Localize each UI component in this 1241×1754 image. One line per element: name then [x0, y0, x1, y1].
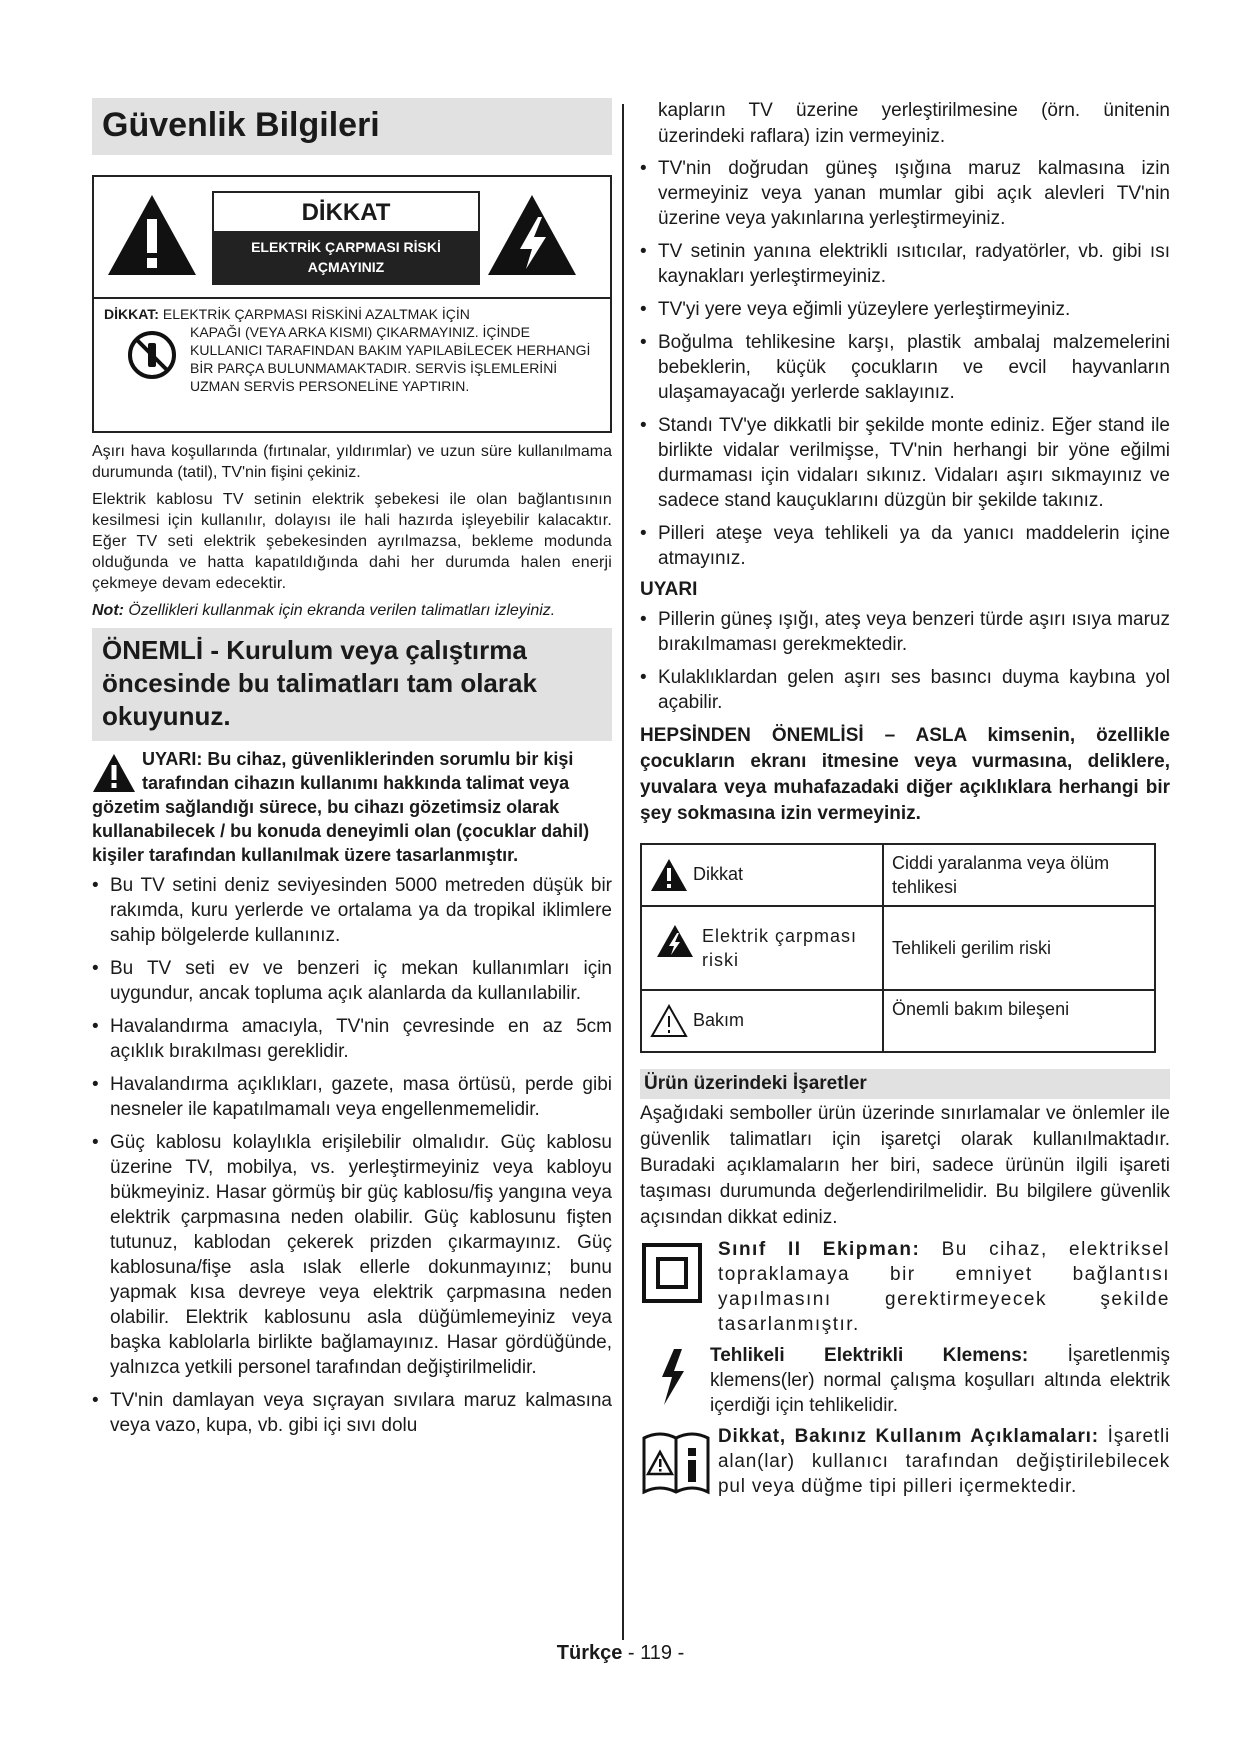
caution-box-top: [94, 177, 610, 295]
caution-lead-text: ELEKTRİK ÇARPMASI RİSKİNİ AZALTMAK İÇİN: [158, 306, 470, 322]
symbol-description: Ciddi yaralanma veya ölüm tehlikesi: [883, 844, 1155, 906]
mark-title: Dikkat, Bakınız Kullanım Açıklamaları:: [718, 1426, 1099, 1447]
page-title: Güvenlik Bilgileri: [92, 98, 612, 155]
right-column: [640, 98, 1170, 1505]
caution-label: [212, 191, 480, 285]
column-divider: [622, 104, 624, 1640]
caution-outline-icon: [650, 1004, 688, 1038]
safety-bullet-list-right: [640, 156, 1170, 571]
list-item: • Kulaklıklardan gelen aşırı ses basıncı duyma kaybına yol açabilir.: [640, 665, 1170, 715]
page-number: - 119 -: [622, 1642, 685, 1664]
caution-lead-label: DİKKAT:: [104, 306, 159, 322]
caution-separator: [94, 297, 610, 299]
list-item: • TV'yi yere veya eğimli yüzeylere yerleştirmeyiniz.: [640, 297, 1170, 322]
power-cord-paragraph: Elektrik kablosu TV setinin elektrik şebekesi ile olan bağlantısının kesilmesi için kullanılır, dolayısı ile hali hazırda işleyebilir kalacaktır. Eğer TV seti elektrik şebekesinden ayrılmazsa, bekleme modunda olduğunda ve hatta kapatıldığında dahi her durumda halen enerji çekmeye devam edecektir.: [92, 491, 612, 592]
list-item: • TV'nin doğrudan güneş ışığına maruz kalmasına izin vermeyiniz veya yanan mumlar gibi açık alevleri TV'nin üzerine veya yakınlarına yerleştirmeyiniz.: [640, 156, 1170, 231]
marks-intro: Aşağıdaki semboller ürün üzerinde sınırlamalar ve önlemler ile güvenlik talimatları için işaretçi olarak kullanılmaktadır. Buradaki açıklamaların her biri, sadece ürünün ilgili işareti taşıması durumunda değerlendirilmelidir. Bu bilgilere güvenlik açısından dikkat ediniz.: [640, 1103, 1170, 1228]
mark-title: Sınıf II Ekipman:: [718, 1239, 921, 1260]
high-voltage-icon: [656, 924, 694, 958]
mark-text: [710, 1343, 1170, 1418]
caution-box: [92, 175, 612, 433]
caution-rest: KAPAĞI (VEYA ARKA KISMI) ÇIKARMAYINIZ. İÇİNDE KULLANICI TARAFINDAN BAKIM YAPILABİLECEK HERHANGİ BİR PARÇA BULUNMAMAKTADIR. SERVİS İŞLEMLERİNİ UZMAN SERVİS PERSONELİNE YAPTIRIN.: [190, 324, 591, 394]
list-item: • Havalandırma amacıyla, TV'nin çevresinde en az 5cm açıklık bırakılması gereklidir.: [92, 1014, 612, 1064]
left-column: [92, 98, 612, 1446]
warning-icon: [92, 753, 136, 793]
high-voltage-icon: [486, 193, 578, 277]
caution-body: [104, 305, 602, 395]
unplug-paragraph: Aşırı hava koşullarında (fırtınalar, yıldırımlar) ve uzun süre kullanılmama durumunda (tatil), TV'nin fişini çekiniz.: [92, 443, 612, 481]
page-footer: [0, 1642, 1241, 1665]
note-text: Özellikleri kullanmak için ekranda verilen talimatları izleyiniz.: [123, 602, 556, 619]
symbol-label: Dikkat: [693, 863, 744, 884]
continued-text: kapların TV üzerine yerleştirilmesine (örn. ünitenin üzerindeki raflara) izin vermeyiniz.: [658, 100, 1170, 147]
manual-info-icon: [640, 1428, 712, 1498]
list-item: • Bu TV setini deniz seviyesinden 5000 metreden düşük bir rakımda, kuru yerlerde ve ortalama ya da tropikal iklimlere sahip bölgelerde kullanınız.: [92, 873, 612, 948]
marks-heading: Ürün üzerindeki İşaretler: [640, 1069, 1170, 1099]
mark-text: [718, 1237, 1170, 1337]
list-item: • Standı TV'ye dikkatli bir şekilde monte ediniz. Eğer stand ile birlikte vidalar verilmişse, TV'nin herhangi bir yöne eğilmi durmaması için vidaları sıkınız. Vidaları aşırı sıkmayınız ve sadece stand kauçuklarını düzgün bir şekilde takınız.: [640, 413, 1170, 513]
class2-equipment-icon: [640, 1241, 704, 1305]
caution-lead: [104, 305, 602, 323]
safety-bullet-list: [92, 873, 612, 1438]
shock-risk-text: ELEKTRİK ÇARPMASI RİSKİ AÇMAYINIZ: [214, 231, 478, 283]
mark-description: Bu cihaz, elektriksel topraklamaya bir emniyet bağlantısı yapılmasını gerektirmeyecek şekilde tasarlanmıştır.: [718, 1239, 1170, 1335]
no-tool-icon: [126, 329, 178, 381]
symbol-table: [640, 843, 1156, 1053]
symbol-label: Bakım: [693, 1009, 745, 1030]
list-item: • TV setinin yanına elektrikli ısıtıcılar, radyatörler, vb. gibi ısı kaynakları yerleştirmeyiniz.: [640, 239, 1170, 289]
warning-subheading: UYARI: [640, 579, 698, 600]
note-label: Not:: [92, 602, 124, 619]
caution-title: DİKKAT: [301, 199, 391, 226]
most-important-paragraph: HEPSİNDEN ÖNEMLİSİ – ASLA kimsenin, özellikle çocukların ekranı itmesine veya vurmasına, deliklere, yuvalara veya muhafazadaki diğer açıklıklara herhangi bir şey sokmasına izin vermeyiniz.: [640, 725, 1170, 824]
table-row: [641, 990, 1155, 1052]
list-item: • Bu TV seti ev ve benzeri iç mekan kullanımları için uygundur, ancak topluma açık alanlarda da kullanılabilir.: [92, 956, 612, 1006]
symbol-label: Elektrik çarpması riski: [702, 926, 858, 970]
list-item: • TV'nin damlayan veya sıçrayan sıvılara maruz kalmasına veya vazo, kupa, vb. gibi içi sıvı dolu: [92, 1388, 612, 1438]
warning-bullet-list: [640, 607, 1170, 715]
important-heading: ÖNEMLİ - Kurulum veya çalıştırma öncesinde bu talimatları tam olarak okuyunuz.: [92, 628, 612, 741]
symbol-cell: [641, 990, 883, 1052]
lightning-icon: [654, 1347, 690, 1407]
warning-paragraph: [92, 747, 612, 867]
footer-language: Türkçe: [556, 1642, 623, 1664]
warning-text: UYARI: Bu cihaz, güvenliklerinden sorumlu bir kişi tarafından cihazın kullanımı hakkında talimat veya gözetim sağlandığı sürece, bu cihazı gözetimsiz olarak kullanabilecek / bu konuda deneyimli olan (çocuklar dahil) kişiler tarafından kullanılmak üzere tasarlanmıştır.: [92, 749, 590, 865]
list-item: • Boğulma tehlikesine karşı, plastik ambalaj malzemelerini bebeklerin, küçük çocukların ve evcil hayvanların ulaşamayacağı yerlerde saklayınız.: [640, 330, 1170, 405]
class2-equipment-mark: [640, 1237, 1170, 1337]
list-item: • Güç kablosu kolaylıkla erişilebilir olmalıdır. Güç kablosu üzerine TV, mobilya, vs. yerleştirmeyiniz veya kabloyu bükmeyiniz. Hasar görmüş bir güç kablosu/fiş yangına veya elektrik çarpmasına neden olabilir. Güç kablosunu fişten tutunuz, kablodan çekerek prizden çıkarmayınız. Güç kablosuna/fişe asla ıslak ellerle dokunmayınız; bunu yapmak kısa devreye veya elektrik çarpmasına neden olabilir. Elektrik kablosunu asla düğümlemeyiniz veya başka kablolarla birlikte bağlamayınız. Hasar gördüğünde, yalnızca yetkili personel tarafından değiştirilmelidir.: [92, 1130, 612, 1380]
live-terminal-mark: [640, 1343, 1170, 1418]
table-row: [641, 906, 1155, 990]
list-item: • Havalandırma açıklıkları, gazete, masa örtüsü, perde gibi nesneler ile kapatılmamalı veya engellenmemelidir.: [92, 1072, 612, 1122]
warning-triangle-icon: [106, 193, 198, 277]
mark-description: İşaretlenmiş klemens(ler) normal çalışma koşulları altında elektrik içerdiği için tehlikelidir.: [710, 1345, 1170, 1416]
note: [92, 600, 612, 622]
mark-text: [718, 1424, 1170, 1499]
mark-description: İşaretli alan(lar) kullanıcı tarafından değiştirilebilecek pul veya düğme tipi pilleri içermektedir.: [718, 1426, 1170, 1497]
mark-title: Tehlikeli Elektrikli Klemens:: [710, 1345, 1029, 1366]
list-item: • Pillerin güneş ışığı, ateş veya benzeri türde aşırı ısıya maruz bırakılmaması gerekmektedir.: [640, 607, 1170, 657]
symbol-description: Tehlikeli gerilim riski: [883, 906, 1155, 990]
symbol-cell: [641, 906, 883, 990]
symbol-cell: [641, 844, 883, 906]
table-row: [641, 844, 1155, 906]
see-instructions-mark: [640, 1424, 1170, 1499]
list-item: • Pilleri ateşe veya tehlikeli ya da yanıcı maddelerin içine atmayınız.: [640, 521, 1170, 571]
symbol-description: Önemli bakım bileşeni: [883, 990, 1155, 1052]
warning-icon: [650, 858, 688, 892]
